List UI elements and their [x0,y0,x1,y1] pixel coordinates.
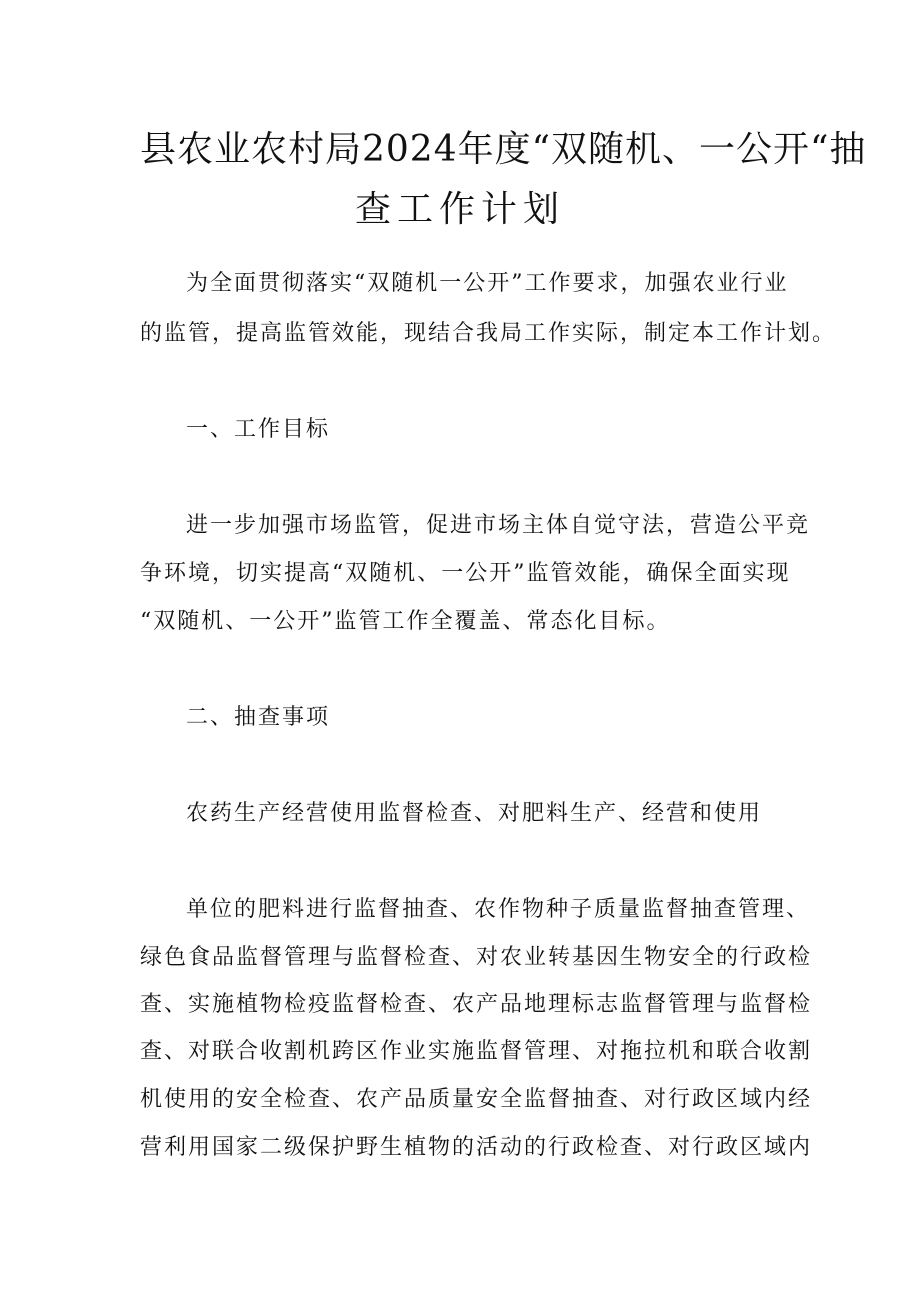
section2-line-3: 查、实施植物检疫监督检查、农产品地理标志监督管理与监督检 [140,992,813,1017]
intro-line-1: 为全面贯彻落实“双随机一公开”工作要求，加强农业行业 [186,271,789,296]
intro-line-2: 的监管，提高监管效能，现结合我局工作实际，制定本工作计划。 [140,321,837,346]
document-title-line-2: 查工作计划 [354,189,565,230]
section2-line-2: 绿色食品监督管理与监督检查、对农业转基因生物安全的行政检 [140,945,813,970]
section2-line-4: 查、对联合收割机跨区作业实施监督管理、对拖拉机和联合收割 [140,1039,813,1064]
section1-heading: 一、工作目标 [186,417,331,442]
section1-line-1: 进一步加强市场监管，促进市场主体自觉守法，营造公平竞 [186,513,811,538]
section2-paragraph-1: 农药生产经营使用监督检查、对肥料生产、经营和使用 [186,801,763,826]
section2-line-5: 机使用的安全检查、农产品质量安全监督抽查、对行政区域内经 [140,1087,813,1112]
section2-heading: 二、抽查事项 [186,705,331,730]
section1-line-3: “双随机、一公开”监管工作全覆盖、常态化目标。 [140,609,671,634]
section2-line-6: 营利用国家二级保护野生植物的活动的行政检查、对行政区域内 [140,1135,813,1160]
section1-line-2: 争环境，切实提高“双随机、一公开”监管效能，确保全面实现 [140,561,791,586]
section2-line-1: 单位的肥料进行监督抽查、农作物种子质量监督抽查管理、 [186,897,811,922]
document-title-line-1: 县农业农村局2024年度“双随机、一公开“抽 [140,129,867,170]
